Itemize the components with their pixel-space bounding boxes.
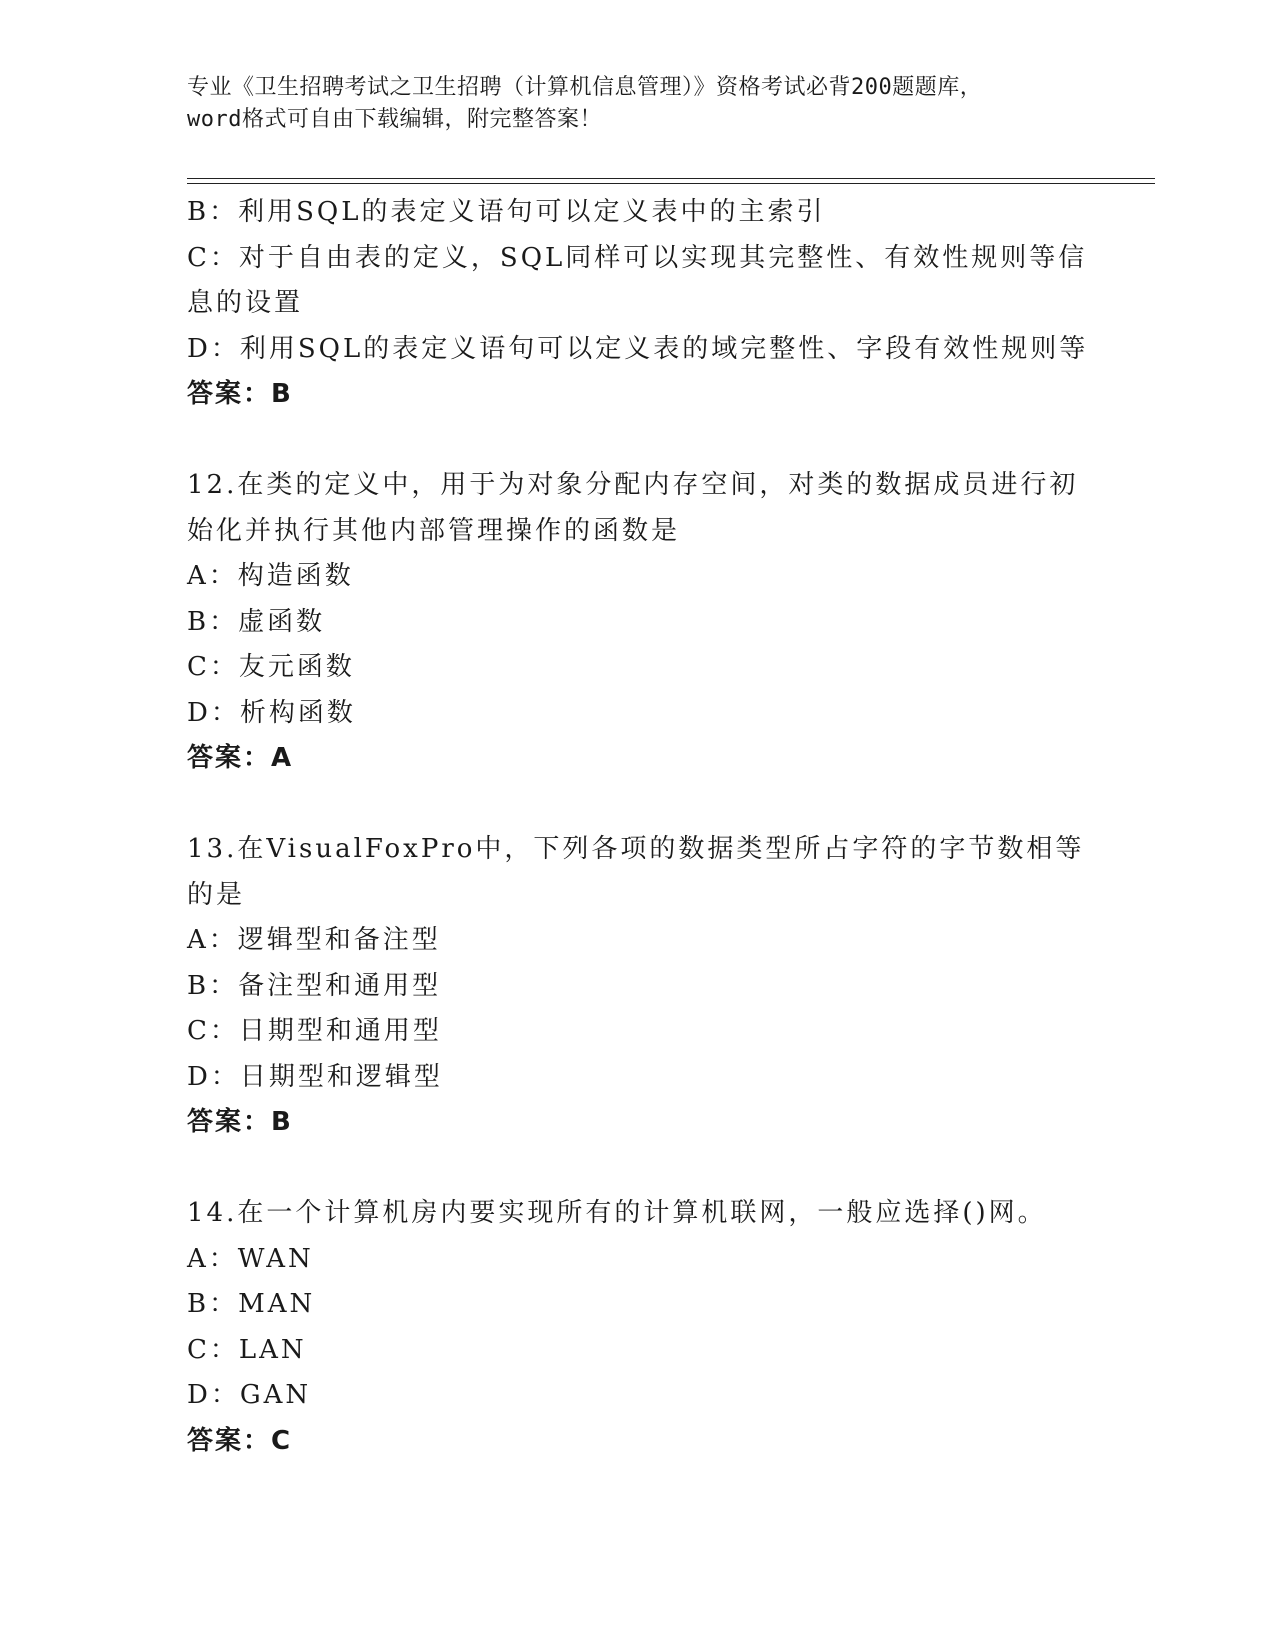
q13-option-a: A：逻辑型和备注型 [187, 925, 441, 955]
document-header [187, 72, 1087, 136]
q14-option-c: C：LAN [187, 1334, 307, 1365]
q13-option-c: C：日期型和通用型 [187, 1016, 442, 1046]
question-11-block [187, 190, 1087, 418]
spacer [187, 1146, 1087, 1192]
q14-option-d: D：GAN [187, 1380, 312, 1410]
q11-option-c-line-2: 息的设置 [187, 288, 304, 318]
q13-question-line-2: 的是 [187, 879, 246, 910]
question-list [187, 190, 1087, 1464]
q14-option-b: B：MAN [187, 1289, 316, 1319]
q14-option-a: A：WAN [187, 1243, 314, 1274]
q13-option-b: B：备注型和通用型 [187, 970, 442, 1001]
header-title-line-1: 专业《卫生招聘考试之卫生招聘（计算机信息管理）》资格考试必背200题题库， [187, 75, 983, 100]
header-divider-top [187, 178, 1155, 179]
q12-question-line-2: 始化并执行其他内部管理操作的函数是 [187, 515, 681, 546]
spacer [187, 418, 1087, 464]
q12-option-b: B：虚函数 [187, 606, 326, 637]
q14-question-line-1: 14.在一个计算机房内要实现所有的计算机联网，一般应选择()网。 [187, 1198, 1047, 1228]
q12-answer: 答案：A [187, 743, 294, 773]
spacer [187, 782, 1087, 828]
q13-option-d: D：日期型和逻辑型 [187, 1061, 443, 1092]
q12-option-a: A：构造函数 [187, 561, 354, 591]
question-12-block [187, 463, 1087, 782]
q13-question-line-1: 13.在VisualFoxPro中，下列各项的数据类型所占字符的字节数相等 [187, 834, 1085, 864]
header-title-line-2: word格式可自由下载编辑，附完整答案！ [187, 107, 602, 132]
header-divider-bottom [187, 183, 1155, 184]
q11-option-b: B：利用SQL的表定义语句可以定义表中的主索引 [187, 197, 826, 227]
q13-answer: 答案：B [187, 1107, 293, 1137]
question-14-block [187, 1191, 1087, 1464]
q12-option-c: C：友元函数 [187, 652, 355, 682]
q12-question-line-1: 12.在类的定义中，用于为对象分配内存空间，对类的数据成员进行初 [187, 470, 1079, 500]
q11-option-c-line-1: C：对于自由表的定义，SQL同样可以实现其完整性、有效性规则等信 [187, 242, 1088, 273]
q14-answer: 答案：C [187, 1425, 293, 1456]
question-13-block [187, 827, 1087, 1146]
q11-answer: 答案：B [187, 379, 293, 409]
q12-option-d: D：析构函数 [187, 697, 356, 728]
q11-option-d: D：利用SQL的表定义语句可以定义表的域完整性、字段有效性规则等 [187, 333, 1089, 364]
